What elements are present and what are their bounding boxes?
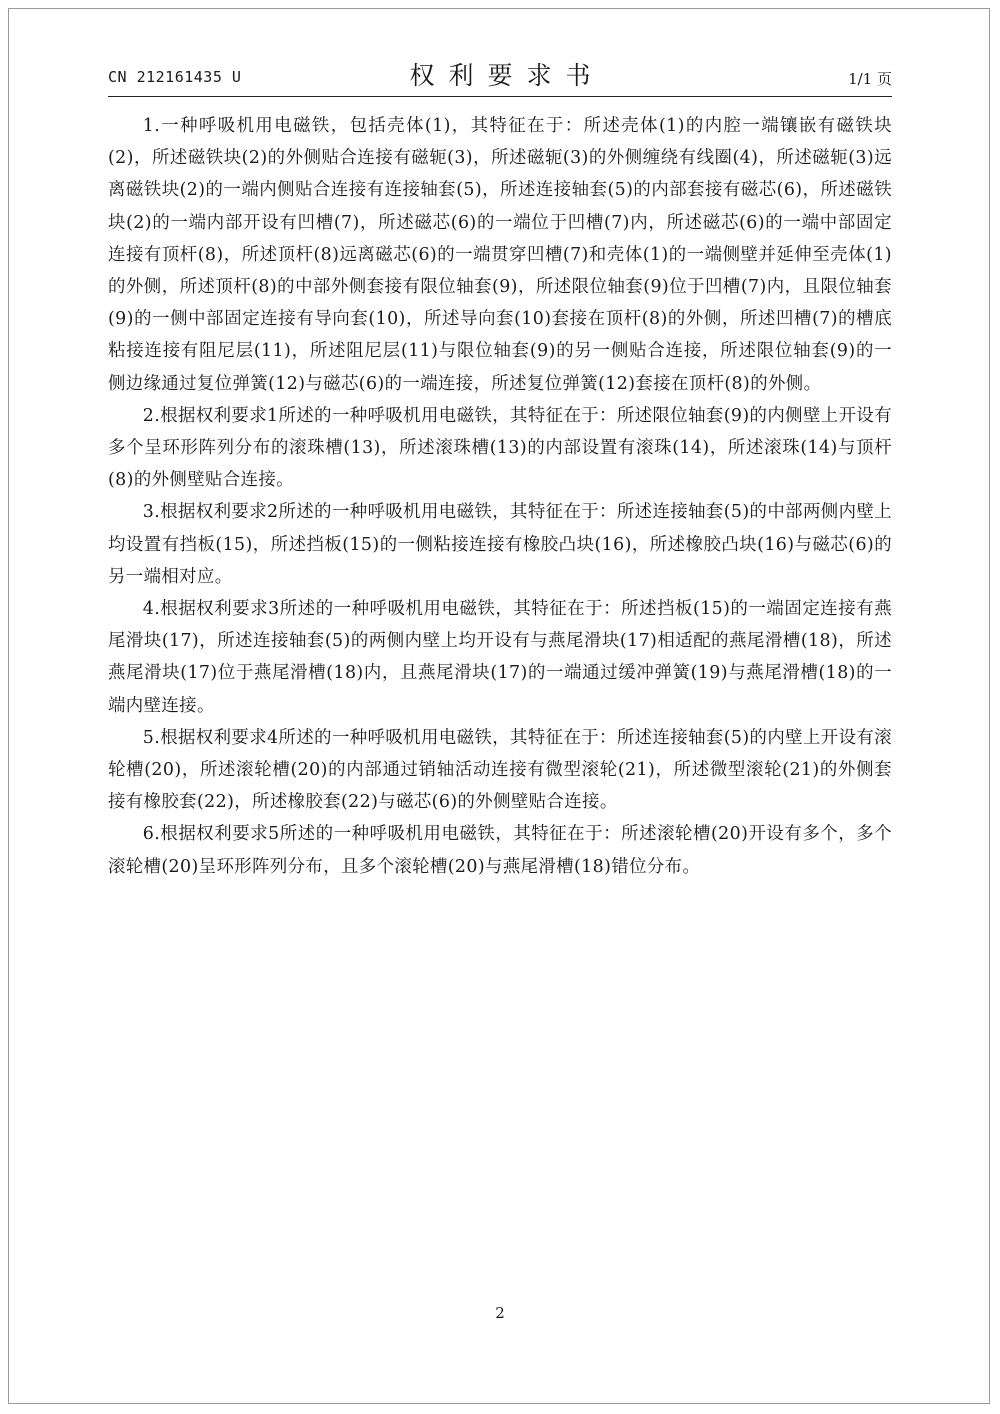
header-rule: [108, 96, 892, 97]
claim-6: 6.根据权利要求5所述的一种呼吸机用电磁铁，其特征在于：所述滚轮槽(20)开设有多个，多个滚轮槽(20)呈环形阵列分布，且多个滚轮槽(20)与燕尾滑槽(18)错位分布。: [108, 824, 892, 877]
patent-number: CN 212161435 U: [108, 68, 242, 86]
claims-section: [108, 110, 892, 883]
claim-4: 4.根据权利要求3所述的一种呼吸机用电磁铁，其特征在于：所述挡板(15)的一端固定连接有燕尾滑块(17)，所述连接轴套(5)的两侧内壁上均开设有与燕尾滑块(17)相适配的燕尾滑槽(18)，所述燕尾滑块(17)位于燕尾滑槽(18)内，且燕尾滑块(17)的一端通过缓冲弹簧(19)与燕尾滑槽(18)的一端内壁连接。: [108, 599, 892, 716]
claim-5: 5.根据权利要求4所述的一种呼吸机用电磁铁，其特征在于：所述连接轴套(5)的内壁上开设有滚轮槽(20)，所述滚轮槽(20)的内部通过销轴活动连接有微型滚轮(21)，所述微型滚轮(21)的外侧套接有橡胶套(22)，所述橡胶套(22)与磁芯(6)的外侧壁贴合连接。: [108, 727, 892, 813]
page-number: 2: [495, 1304, 505, 1322]
claim-2: 2.根据权利要求1所述的一种呼吸机用电磁铁，其特征在于：所述限位轴套(9)的内侧壁上开设有多个呈环形阵列分布的滚珠槽(13)，所述滚珠槽(13)的内部设置有滚珠(14)，所述滚珠(14)与顶杆(8)的外侧壁贴合连接。: [108, 405, 892, 491]
document-title: 权利要求书: [409, 61, 605, 90]
claim-3: 3.根据权利要求2所述的一种呼吸机用电磁铁，其特征在于：所述连接轴套(5)的中部两侧内壁上均设置有挡板(15)，所述挡板(15)的一侧粘接连接有橡胶凸块(16)，所述橡胶凸块(16)与磁芯(6)的另一端相对应。: [108, 502, 892, 587]
page-count: 1/1 页: [848, 70, 892, 88]
document-header: [108, 52, 892, 96]
claim-1: 1.一种呼吸机用电磁铁，包括壳体(1)，其特征在于：所述壳体(1)的内腔一端镶嵌有磁铁块(2)，所述磁铁块(2)的外侧贴合连接有磁轭(3)，所述磁轭(3)的外侧缠绕有线圈(4)，所述磁轭(3)远离磁铁块(2)的一端内侧贴合连接有连接轴套(5)，所述连接轴套(5)的内部套接有磁芯(6)，所述磁铁块(2)的一端内部开设有凹槽(7)，所述磁芯(6)的一端位于凹槽(7)内，所述磁芯(6)的一端中部固定连接有顶杆(8)，所述顶杆(8)远离磁芯(6)的一端贯穿凹槽(7)和壳体(1)的一端侧壁并延伸至壳体(1)的外侧，所述顶杆(8)的中部外侧套接有限位轴套(9)，所述限位轴套(9)位于凹槽(7)内，且限位轴套(9)的一侧中部固定连接有导向套(10)，所述导向套(10)套接在顶杆(8)的外侧，所述凹槽(7)的槽底粘接连接有阻尼层(11)，所述阻尼层(11)与限位轴套(9)的另一侧贴合连接，所述限位轴套(9)的一侧边缘通过复位弹簧(12)与磁芯(6)的一端连接，所述复位弹簧(12)套接在顶杆(8)的外侧。: [108, 116, 892, 394]
